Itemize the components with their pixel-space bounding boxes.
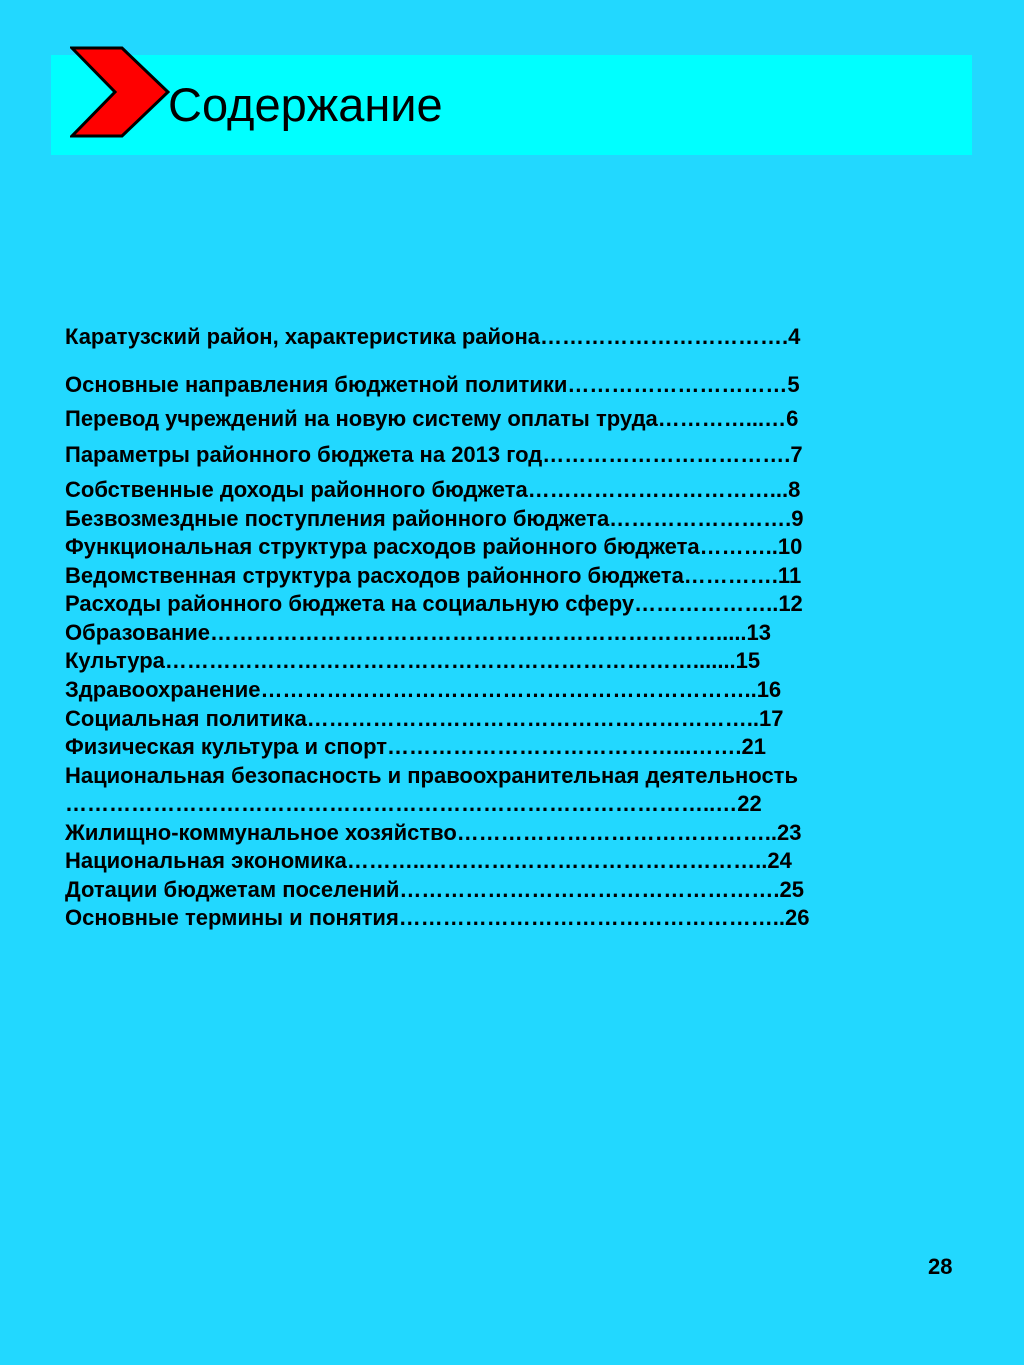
toc-entry-budget-parameters: Параметры районного бюджета на 2013 год…………………………….7 (65, 442, 803, 467)
toc-entry-functional-structure: Функциональная структура расходов районного бюджета………..10 (65, 534, 803, 559)
toc-entry-national-security-page: ……………………………………………………………………………..…22 (65, 791, 762, 816)
toc-entry-culture: Культура……………………………………………………………….......15 (65, 648, 761, 673)
toc-entry-national-economy: Национальная экономика………..………………………………………..24 (65, 848, 792, 873)
toc-entry-wage-system: Перевод учреждений на новую систему оплаты труда…………...…6 (65, 406, 799, 431)
toc-entry-national-security: Национальная безопасность и правоохранительная деятельность (65, 763, 798, 788)
toc-entry-healthcare: Здравоохранение…………………………………………………………..16 (65, 677, 782, 702)
toc-entry-terms: Основные термины и понятия……………………………………………..26 (65, 905, 810, 930)
toc-entry-gratuitous-receipts: Безвозмездные поступления районного бюджета…………………….9 (65, 506, 804, 531)
toc-entry-social-policy: Социальная политика……………………………………………………..17 (65, 706, 784, 731)
toc-entry-subsidies: Дотации бюджетам поселений…………………………………………….25 (65, 877, 804, 902)
toc-entry-education: Образование…………………………………………………………….....13 (65, 620, 772, 645)
page-number: 28 (928, 1254, 953, 1279)
toc-entry-karatuz-district: Каратузский район, характеристика района…………………………….4 (65, 324, 801, 349)
toc-entry-departmental-structure: Ведомственная структура расходов районного бюджета………….11 (65, 563, 802, 588)
page-title: Содержание (168, 78, 443, 131)
chevron-right-icon (70, 46, 170, 138)
toc-entry-budget-policy: Основные направления бюджетной политики…………………………5 (65, 372, 800, 397)
toc-entry-housing-utilities: Жилищно-коммунальное хозяйство……………………………………..23 (65, 820, 802, 845)
toc-entry-sports: Физическая культура и спорт…………………………………...…….21 (65, 734, 766, 759)
toc-entry-own-revenues: Собственные доходы районного бюджета……………………………...8 (65, 477, 801, 502)
toc-entry-social-sphere: Расходы районного бюджета на социальную сферу………………..12 (65, 591, 803, 616)
